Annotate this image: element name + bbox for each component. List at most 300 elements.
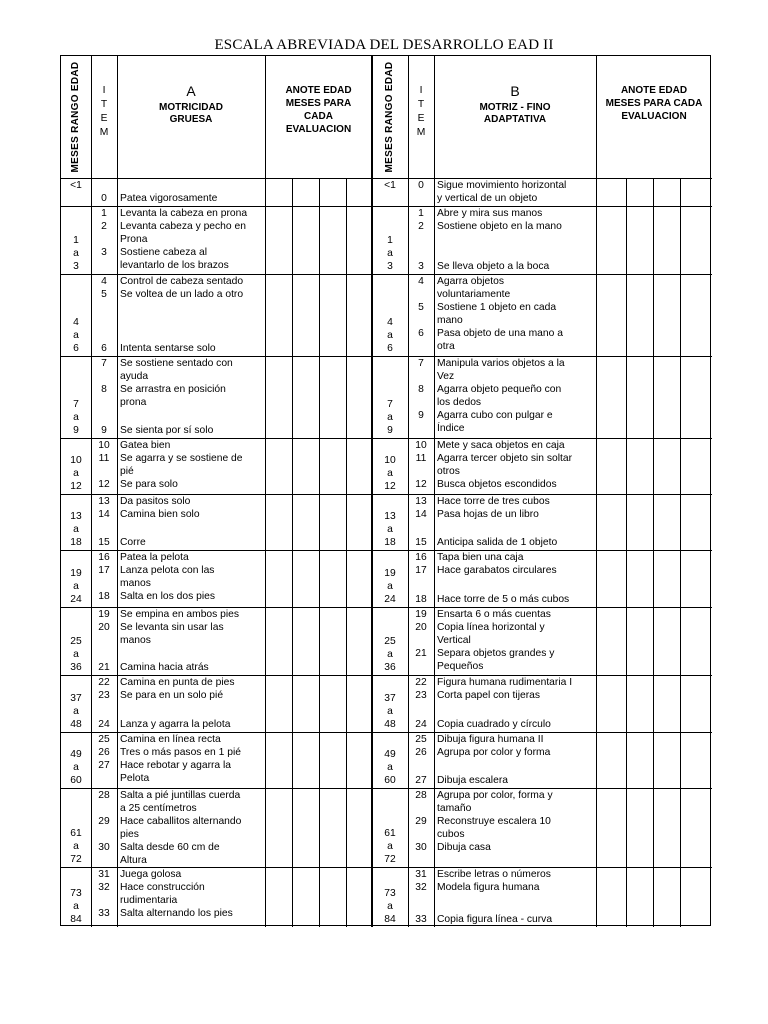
age-range: 61 <box>384 828 396 839</box>
age-range: 37 <box>384 693 396 704</box>
item-text: Camina hacia atrás <box>120 662 209 673</box>
item-number: 31 <box>98 869 110 880</box>
item-number: 7 <box>101 358 107 369</box>
item-text: Lanza pelota con las manos <box>120 565 215 589</box>
anote-edad-header-b: ANOTE EDAD MESES PARA CADA EVALUACION <box>605 85 703 122</box>
item-text: Se para en un solo pié <box>120 690 224 701</box>
item-text: Manipula varios objetos a la Vez <box>437 358 565 382</box>
age-range: 61 <box>70 828 82 839</box>
item-number: 9 <box>101 425 107 436</box>
item-number: 9 <box>418 410 424 421</box>
rating-cell[interactable] <box>627 551 652 606</box>
age-range: 36 <box>384 662 396 673</box>
rating-cell[interactable] <box>654 868 679 926</box>
rating-cell[interactable] <box>293 789 318 866</box>
age-range: 1 <box>387 235 393 246</box>
item-header-letter: E <box>100 113 108 124</box>
item-text: Abre y mira sus manos <box>437 208 543 219</box>
item-text: Se empina en ambos pies <box>120 609 240 620</box>
age-range: 7 <box>387 399 393 410</box>
item-number: 15 <box>415 537 427 548</box>
rating-cell[interactable] <box>681 439 711 493</box>
section-b-letter: B <box>510 83 520 99</box>
age-range: a <box>387 706 393 717</box>
age-range: 84 <box>70 914 82 925</box>
item-number: 12 <box>98 479 110 490</box>
rating-cell[interactable] <box>266 357 291 437</box>
rating-cell[interactable] <box>266 608 291 674</box>
item-number: 25 <box>415 734 427 745</box>
age-range: 10 <box>384 455 396 466</box>
item-text: Levanta cabeza y pecho en Prona <box>120 221 246 245</box>
item-text: Levanta la cabeza en prona <box>120 208 248 219</box>
item-text: Hace rebotar y agarra la Pelota <box>120 760 232 784</box>
item-number: 31 <box>415 869 427 880</box>
item-text: Camina en punta de pies <box>120 677 235 688</box>
rating-cell[interactable] <box>320 275 345 355</box>
age-range: a <box>73 412 79 423</box>
rating-cell[interactable] <box>347 275 371 355</box>
rating-cell[interactable] <box>320 495 345 549</box>
rating-cell[interactable] <box>347 495 371 549</box>
age-range: 60 <box>384 775 396 786</box>
rating-cell[interactable] <box>320 551 345 606</box>
anote-edad-header-a: ANOTE EDAD MESES PARA CADA EVALUACION <box>285 85 352 135</box>
rating-cell[interactable] <box>266 733 291 787</box>
item-text: Salta alternando los pies <box>120 908 233 919</box>
rating-cell[interactable] <box>293 608 318 674</box>
item-text: Intenta sentarse solo <box>120 343 216 354</box>
item-number: 4 <box>418 276 424 287</box>
item-text: Agrupa por color y forma <box>437 747 551 758</box>
item-number: 32 <box>98 882 110 893</box>
item-number: 22 <box>98 677 110 688</box>
item-number: 24 <box>415 719 427 730</box>
item-number: 18 <box>98 591 110 602</box>
rating-cell[interactable] <box>320 179 345 205</box>
age-range: a <box>73 524 79 535</box>
age-range: 3 <box>387 261 393 272</box>
item-text: Escribe letras o números <box>437 869 551 880</box>
item-text: Se arrastra en posición prona <box>120 384 226 408</box>
item-number: 10 <box>415 440 427 451</box>
item-number: 28 <box>415 790 427 801</box>
rating-cell[interactable] <box>597 676 625 731</box>
rating-cell[interactable] <box>347 551 371 606</box>
rango-header: MESES RANGO EDAD <box>70 61 81 173</box>
item-text: Se voltea de un lado a otro <box>120 289 244 300</box>
rating-cell[interactable] <box>347 789 371 866</box>
age-range: a <box>387 581 393 592</box>
rating-cell[interactable] <box>627 179 652 205</box>
rating-cell[interactable] <box>654 676 679 731</box>
age-range: 4 <box>387 317 393 328</box>
age-range: a <box>73 581 79 592</box>
item-text: Salta a pié juntillas cuerda a 25 centímetros <box>120 790 241 814</box>
item-number: 20 <box>415 622 427 633</box>
rating-cell[interactable] <box>597 608 625 674</box>
rating-cell[interactable] <box>597 495 625 549</box>
age-range: <1 <box>384 180 396 191</box>
item-number: 8 <box>101 384 107 395</box>
rating-cell[interactable] <box>681 357 711 437</box>
item-number: 29 <box>98 816 110 827</box>
rating-cell[interactable] <box>627 868 652 926</box>
item-text: Agarra objetos voluntariamente <box>437 276 511 300</box>
item-header-letter: I <box>102 85 106 96</box>
rating-cell[interactable] <box>320 207 345 273</box>
rating-cell[interactable] <box>293 868 318 926</box>
item-number: 25 <box>98 734 110 745</box>
item-number: 6 <box>418 328 424 339</box>
rating-cell[interactable] <box>347 676 371 731</box>
item-number: 2 <box>101 221 107 232</box>
item-number: 16 <box>415 552 427 563</box>
item-text: Anticipa salida de 1 objeto <box>437 537 558 548</box>
rating-cell[interactable] <box>293 439 318 493</box>
age-range: 4 <box>73 317 79 328</box>
age-range: 60 <box>70 775 82 786</box>
age-range: 25 <box>384 636 396 647</box>
age-range: 19 <box>384 568 396 579</box>
item-number: 27 <box>98 760 110 771</box>
rating-cell[interactable] <box>347 608 371 674</box>
item-text: Se sostiene sentado con ayuda <box>120 358 233 382</box>
rating-cell[interactable] <box>681 868 711 926</box>
item-text: Dibuja escalera <box>437 775 508 786</box>
rating-cell[interactable] <box>320 439 345 493</box>
rating-cell[interactable] <box>627 439 652 493</box>
rating-cell[interactable] <box>681 179 711 205</box>
rating-cell[interactable] <box>681 676 711 731</box>
rating-cell[interactable] <box>266 179 291 205</box>
age-range: 3 <box>73 261 79 272</box>
item-number: 8 <box>418 384 424 395</box>
section-a-letter: A <box>186 83 196 99</box>
rating-cell[interactable] <box>681 207 711 273</box>
item-text: Pasa objeto de una mano a otra <box>437 328 563 352</box>
age-range: a <box>387 649 393 660</box>
item-number: 11 <box>98 453 110 464</box>
rating-cell[interactable] <box>266 676 291 731</box>
item-number: 20 <box>98 622 110 633</box>
age-range: a <box>387 524 393 535</box>
age-range: 12 <box>384 481 396 492</box>
rating-cell[interactable] <box>654 439 679 493</box>
age-range: 72 <box>384 854 396 865</box>
rating-cell[interactable] <box>347 357 371 437</box>
age-range: 9 <box>387 425 393 436</box>
rating-cell[interactable] <box>597 551 625 606</box>
rating-cell[interactable] <box>681 608 711 674</box>
item-number: 33 <box>415 914 427 925</box>
age-range: 24 <box>384 594 396 605</box>
item-number: 14 <box>98 509 110 520</box>
rating-cell[interactable] <box>627 495 652 549</box>
item-text: Modela figura humana <box>437 882 540 893</box>
age-range: a <box>73 468 79 479</box>
item-number: 22 <box>415 677 427 688</box>
item-header-letter: E <box>417 113 425 124</box>
rating-cell[interactable] <box>293 733 318 787</box>
rating-cell[interactable] <box>597 733 625 787</box>
rating-cell[interactable] <box>320 789 345 866</box>
age-range: 6 <box>73 343 79 354</box>
age-range: a <box>387 412 393 423</box>
rating-cell[interactable] <box>627 608 652 674</box>
item-text: Agarra cubo con pulgar e Índice <box>437 410 553 434</box>
age-range: a <box>73 649 79 660</box>
item-text: Ensarta 6 o más cuentas <box>437 609 551 620</box>
rating-cell[interactable] <box>654 179 679 205</box>
item-number: 5 <box>101 289 107 300</box>
item-text: Camina en línea recta <box>120 734 221 745</box>
rating-cell[interactable] <box>347 868 371 926</box>
item-text: Dibuja casa <box>437 842 491 853</box>
rating-cell[interactable] <box>293 357 318 437</box>
rating-cell[interactable] <box>266 207 291 273</box>
item-text: Camina bien solo <box>120 509 200 520</box>
rating-cell[interactable] <box>681 789 711 866</box>
rating-cell[interactable] <box>266 275 291 355</box>
rating-cell[interactable] <box>293 179 318 205</box>
rating-cell[interactable] <box>293 551 318 606</box>
rating-cell[interactable] <box>347 733 371 787</box>
age-range: a <box>73 248 79 259</box>
rating-cell[interactable] <box>266 789 291 866</box>
rating-cell[interactable] <box>654 551 679 606</box>
item-text: Agarra objeto pequeño con los dedos <box>437 384 562 408</box>
item-number: 0 <box>418 180 424 191</box>
rating-cell[interactable] <box>627 207 652 273</box>
rating-cell[interactable] <box>266 868 291 926</box>
rating-cell[interactable] <box>681 733 711 787</box>
item-text: Tres o más pasos en 1 pié <box>120 747 241 758</box>
age-range: 49 <box>70 749 82 760</box>
age-range: a <box>387 762 393 773</box>
item-number: 10 <box>98 440 110 451</box>
age-range: 48 <box>70 719 82 730</box>
item-number: 11 <box>415 453 427 464</box>
age-range: 7 <box>73 399 79 410</box>
item-number: 17 <box>98 565 110 576</box>
item-number: 30 <box>98 842 110 853</box>
rating-cell[interactable] <box>293 676 318 731</box>
item-header-letter: I <box>419 85 423 96</box>
item-text: Juega golosa <box>120 869 182 880</box>
rating-cell[interactable] <box>654 275 679 355</box>
age-range: 73 <box>70 888 82 899</box>
item-number: 6 <box>101 343 107 354</box>
age-range: a <box>387 330 393 341</box>
item-text: Agrupa por color, forma y tamaño <box>437 790 553 814</box>
age-range: 73 <box>384 888 396 899</box>
age-range: a <box>73 762 79 773</box>
item-number: 32 <box>415 882 427 893</box>
item-text: Patea la pelota <box>120 552 189 563</box>
item-number: 14 <box>415 509 427 520</box>
rating-cell[interactable] <box>347 439 371 493</box>
age-range: 18 <box>70 537 82 548</box>
age-range: 1 <box>73 235 79 246</box>
eval-table <box>60 55 711 926</box>
rango-header-b: MESES RANGO EDAD <box>384 61 395 173</box>
rating-cell[interactable] <box>293 207 318 273</box>
age-range: 36 <box>70 662 82 673</box>
item-number: 23 <box>98 690 110 701</box>
item-text: Lanza y agarra la pelota <box>120 719 231 730</box>
rating-cell[interactable] <box>597 789 625 866</box>
item-header-letter: M <box>416 127 426 138</box>
item-number: 21 <box>98 662 110 673</box>
item-text: Sostiene cabeza al levantarlo de los brazos <box>120 247 229 271</box>
item-text: Agarra tercer objeto sin soltar otros <box>437 453 573 477</box>
age-range: a <box>73 841 79 852</box>
item-text: Copia línea horizontal y Vertical <box>437 622 545 646</box>
item-text: Busca objetos escondidos <box>437 479 557 490</box>
item-number: 0 <box>101 193 107 204</box>
item-number: 12 <box>415 479 427 490</box>
rating-cell[interactable] <box>597 439 625 493</box>
item-header-letter: T <box>100 99 108 110</box>
rating-cell[interactable] <box>293 495 318 549</box>
item-text: Hace garabatos circulares <box>437 565 557 576</box>
rating-cell[interactable] <box>654 608 679 674</box>
item-text: Corta papel con tijeras <box>437 690 541 701</box>
rating-cell[interactable] <box>320 357 345 437</box>
age-range: 13 <box>70 511 82 522</box>
item-number: 1 <box>418 208 424 219</box>
item-number: 2 <box>418 221 424 232</box>
item-text: Corre <box>120 537 146 548</box>
item-text: Separa objetos grandes y Pequeños <box>437 648 555 672</box>
item-number: 24 <box>98 719 110 730</box>
rating-cell[interactable] <box>597 207 625 273</box>
item-text: Pasa hojas de un libro <box>437 509 539 520</box>
item-header-letter: M <box>99 127 109 138</box>
item-text: Sigue movimiento horizontal y vertical de un objeto <box>437 180 567 204</box>
item-number: 30 <box>415 842 427 853</box>
item-number: 13 <box>98 496 110 507</box>
rating-cell[interactable] <box>597 275 625 355</box>
age-range: 6 <box>387 343 393 354</box>
rating-cell[interactable] <box>293 275 318 355</box>
rating-cell[interactable] <box>266 551 291 606</box>
page-title: ESCALA ABREVIADA DEL DESARROLLO EAD II <box>214 37 554 53</box>
item-number: 5 <box>418 302 424 313</box>
age-range: 37 <box>70 693 82 704</box>
rating-cell[interactable] <box>654 357 679 437</box>
item-number: 28 <box>98 790 110 801</box>
rating-cell[interactable] <box>654 495 679 549</box>
item-text: Hace caballitos alternando pies <box>120 816 242 840</box>
rating-cell[interactable] <box>627 357 652 437</box>
item-header-letter: T <box>417 99 425 110</box>
rating-cell[interactable] <box>654 733 679 787</box>
item-number: 23 <box>415 690 427 701</box>
rating-cell[interactable] <box>320 608 345 674</box>
item-text: Se sienta por sí solo <box>120 425 214 436</box>
rating-cell[interactable] <box>654 207 679 273</box>
age-range: 10 <box>70 455 82 466</box>
item-number: 15 <box>98 537 110 548</box>
rating-cell[interactable] <box>597 868 625 926</box>
rating-cell[interactable] <box>266 495 291 549</box>
item-text: Salta en los dos pies <box>120 591 216 602</box>
rating-cell[interactable] <box>627 676 652 731</box>
rating-cell[interactable] <box>320 868 345 926</box>
item-text: Se levanta sin usar las manos <box>120 622 224 646</box>
rating-cell[interactable] <box>347 207 371 273</box>
item-number: 3 <box>418 261 424 272</box>
item-number: 19 <box>415 609 427 620</box>
item-text: Reconstruye escalera 10 cubos <box>437 816 551 840</box>
rating-cell[interactable] <box>681 275 711 355</box>
item-text: Se para solo <box>120 479 178 490</box>
item-text: Sostiene 1 objeto en cada mano <box>437 302 557 326</box>
rating-cell[interactable] <box>627 789 652 866</box>
item-text: Hace torre de 5 o más cubos <box>437 594 570 605</box>
item-number: 1 <box>101 208 107 219</box>
item-number: 4 <box>101 276 107 287</box>
item-text: Figura humana rudimentaria I <box>437 677 573 688</box>
age-range: a <box>387 841 393 852</box>
rating-cell[interactable] <box>266 439 291 493</box>
item-number: 17 <box>415 565 427 576</box>
item-text: Control de cabeza sentado <box>120 276 244 287</box>
item-text: Da pasitos solo <box>120 496 191 507</box>
age-range: a <box>387 901 393 912</box>
item-text: Gatea bien <box>120 440 171 451</box>
item-number: 21 <box>415 648 427 659</box>
age-range: a <box>387 248 393 259</box>
rating-cell[interactable] <box>597 179 625 205</box>
age-range: 19 <box>70 568 82 579</box>
item-number: 3 <box>101 247 107 258</box>
item-number: 18 <box>415 594 427 605</box>
rating-cell[interactable] <box>627 275 652 355</box>
age-range: a <box>73 706 79 717</box>
item-number: 27 <box>415 775 427 786</box>
age-range: 72 <box>70 854 82 865</box>
age-range: a <box>387 468 393 479</box>
rating-cell[interactable] <box>320 733 345 787</box>
rating-cell[interactable] <box>654 789 679 866</box>
rating-cell[interactable] <box>681 495 711 549</box>
section-a-name: MOTRICIDAD GRUESA <box>159 102 223 125</box>
item-number: 26 <box>98 747 110 758</box>
item-text: Tapa bien una caja <box>437 552 524 563</box>
rating-cell[interactable] <box>597 357 625 437</box>
rating-cell[interactable] <box>627 733 652 787</box>
rating-cell[interactable] <box>320 676 345 731</box>
section-b-name: MOTRIZ - FINO ADAPTATIVA <box>479 102 551 125</box>
rating-cell[interactable] <box>681 551 711 606</box>
age-range: a <box>73 330 79 341</box>
rating-cell[interactable] <box>347 179 371 205</box>
item-number: 7 <box>418 358 424 369</box>
item-number: 19 <box>98 609 110 620</box>
item-text: Salta desde 60 cm de Altura <box>120 842 220 866</box>
item-text: Hace torre de tres cubos <box>437 496 550 507</box>
item-text: Mete y saca objetos en caja <box>437 440 565 451</box>
age-range: 25 <box>70 636 82 647</box>
age-range: 9 <box>73 425 79 436</box>
item-text: Copia cuadrado y círculo <box>437 719 551 730</box>
age-range: 18 <box>384 537 396 548</box>
item-text: Sostiene objeto en la mano <box>437 221 562 232</box>
age-range: 13 <box>384 511 396 522</box>
